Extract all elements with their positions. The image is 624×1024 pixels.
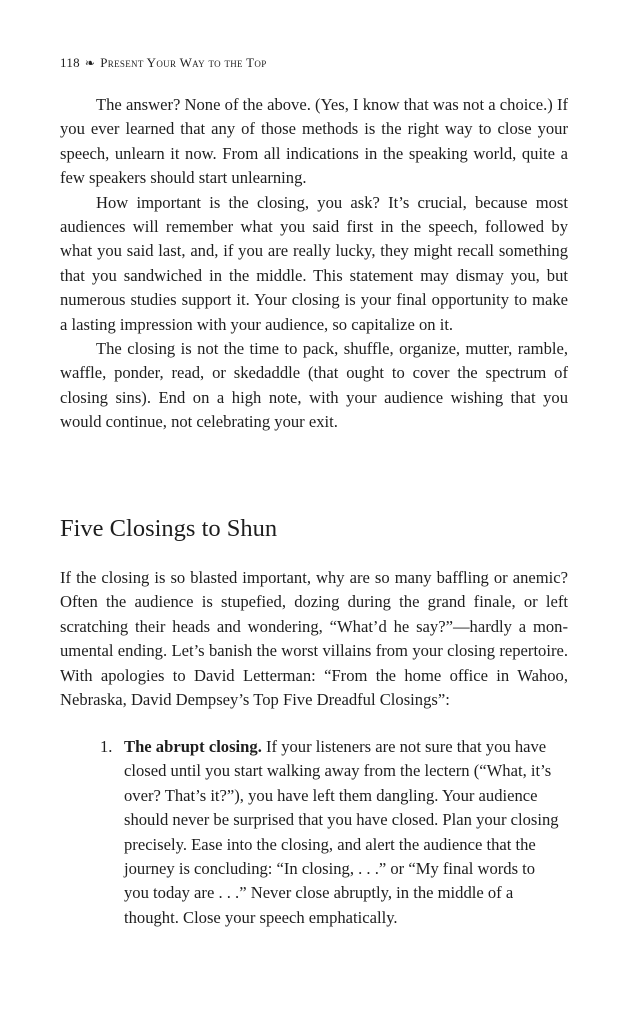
- list-item-text: If your listeners are not sure that you have closed until you start walking away from the lectern (“What, it’s over? That’s it?”), you have left them dangling. Your audience should never be surprised that you have closed. Plan your closing precisely. Ease into the closing, and alert the audience that the journey is concluding: “In closing, . . .” or “My final words to you today are . . .” Never close abruptly, in the middle of a thought. Close your speech emphatically.: [124, 737, 559, 927]
- list-item: [60, 735, 564, 930]
- closings-list: [60, 735, 568, 930]
- body-text: [60, 93, 568, 435]
- section-intro: [60, 566, 568, 712]
- fleuron-ornament-icon: ❧: [84, 56, 96, 70]
- page-number: 118: [60, 55, 80, 70]
- section-heading: Five Closings to Shun: [60, 515, 278, 542]
- list-item-term: The abrupt closing.: [124, 737, 262, 756]
- running-head: [60, 55, 267, 71]
- body-paragraph: How important is the closing, you ask? It’s crucial, because most audiences will remember what you said first in the speech, followed by what you said last, and, if you are really lucky, they might recall something that you sandwiched in the middle. This statement may dismay you, but numerous studies support it. Your closing is your final opportunity to make a lasting impression with your audience, so capitalize on it.: [60, 192, 568, 334]
- body-paragraph: The answer? None of the above. (Yes, I know that was not a choice.) If you ever learned that any of those methods is the right way to close your speech, unlearn it now. From all indications in the speaking world, quite a few speakers should start unlearning.: [60, 95, 568, 188]
- list-item-number: 1.: [100, 737, 113, 756]
- running-head-title: Present Your Way to the Top: [100, 55, 267, 70]
- section-intro-paragraph: If the closing is so blasted important, why are so many baffling or anemic? Often the audience is stupefied, dozing during the grand finale, or left scratching their heads and wondering, “What’d he say?”—hardly a monumental ending. Let’s banish the worst villains from your closing repertoire. With apologies to David Letterman: “From the home office in Wahoo, Nebraska, David Dempsey’s Top Five Dreadful Closings”:: [60, 568, 568, 710]
- body-paragraph: The closing is not the time to pack, shuffle, organize, mutter, ramble, waffle, ponder, read, or skedaddle (that ought to cover the spectrum of closing sins). End on a high note, with your audience wishing that you would continue, not celebrating your exit.: [60, 339, 568, 432]
